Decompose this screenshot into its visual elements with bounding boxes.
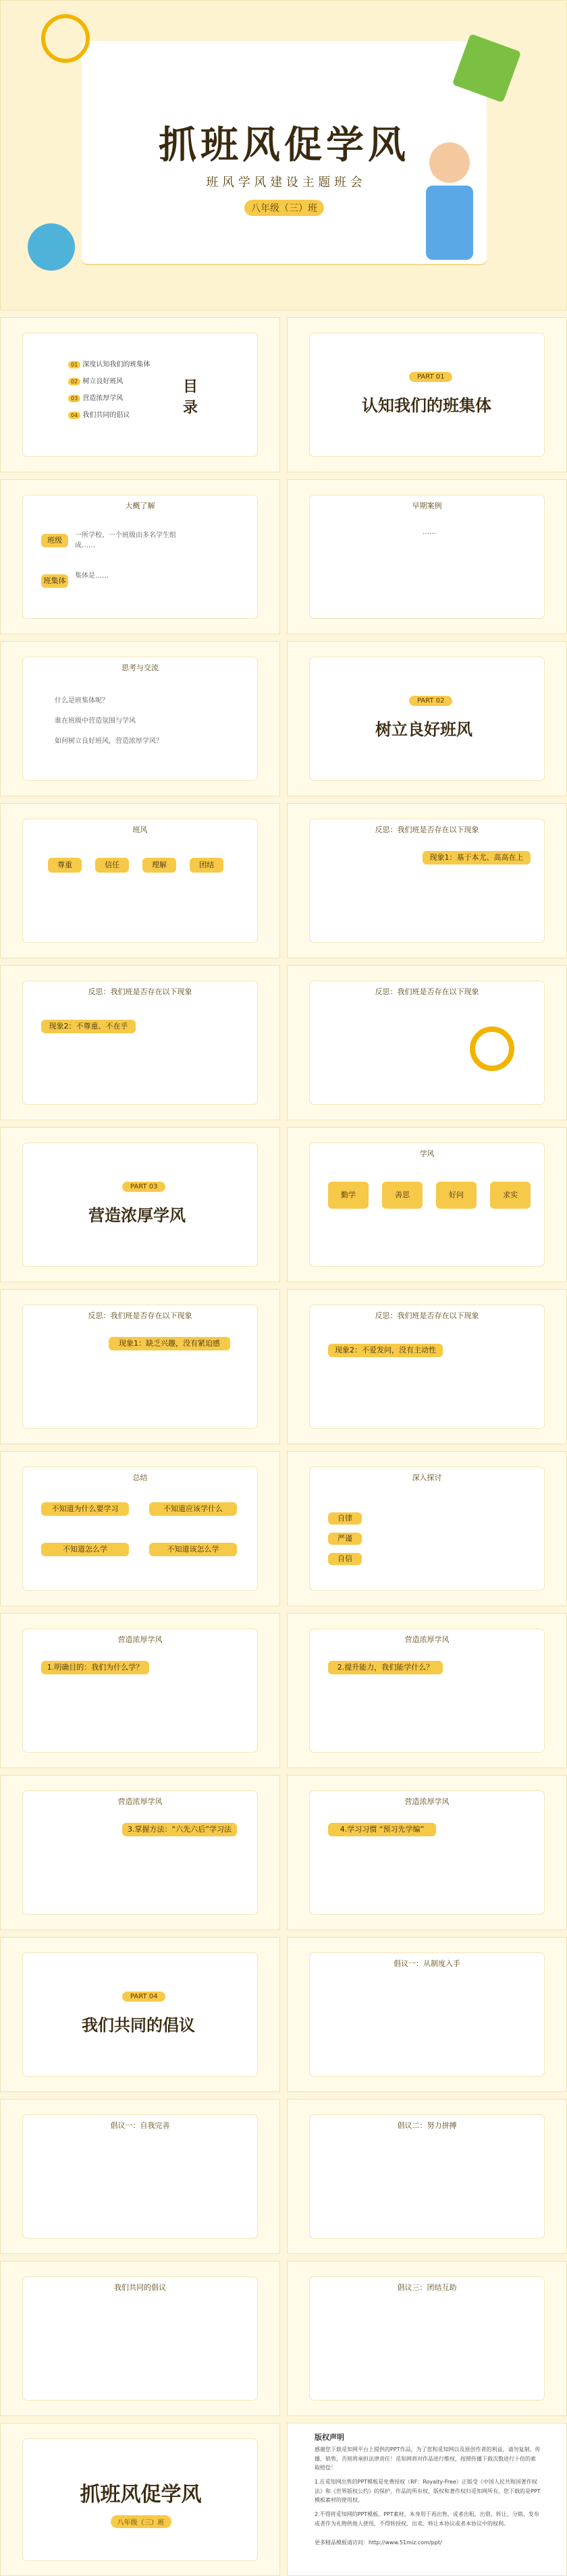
part04-slide: [0, 1937, 280, 2092]
disclaimer-title: 版权声明: [315, 2433, 344, 2442]
part-title: 营造浓厚学风: [88, 1206, 186, 1225]
cover-title: 抓班风促学风: [159, 124, 410, 167]
slide-class-style: 班风 尊重 信任 理解 团结: [0, 803, 280, 958]
slide-discuss-deep: 深入探讨 自律 严谨 自信: [287, 1451, 567, 1606]
globe-icon: [28, 223, 75, 271]
slide-case: 早期案例 ……: [287, 479, 567, 634]
slide-reflect-1: 反思：我们班是否存在以下现象 现象1：基于本尤、高高在上: [287, 803, 567, 958]
slide-reflect-2: 反思：我们班是否存在以下现象 现象2：不尊重、不在乎: [0, 965, 280, 1120]
toc-item[interactable]: 04 我们共同的倡议: [68, 409, 150, 419]
part01-slide: [287, 317, 567, 472]
cover-subtitle: 班 风 学 风 建 设 主 题 班 会: [206, 175, 362, 190]
closing-title: 抓班风促学风: [80, 2483, 202, 2506]
toc-heading: 目录: [183, 379, 198, 416]
slide-method: 营造浓厚学风 3.掌握方法：“六先六后”学习法: [0, 1775, 280, 1930]
slide-proposal-5: 倡议三：团结互助: [287, 2261, 567, 2416]
label-collective: 班集体: [41, 574, 68, 588]
slide-purpose: 营造浓厚学风 1.明确目的：我们为什么学？: [0, 1613, 280, 1768]
slide-study-style: 学风 勤学 善思 好问 求实: [287, 1127, 567, 1282]
slide-proposal-3: 倡议二：努力拼搏: [287, 2099, 567, 2254]
part-badge: PART 02: [409, 696, 452, 706]
part-title: 我们共同的倡议: [82, 2016, 195, 2035]
closing-slide: 抓班风促学风 八年级（三）班: [0, 2423, 280, 2576]
slide-reflect-3: 反思：我们班是否存在以下现象: [287, 965, 567, 1120]
slide-ability: 营造浓厚学风 2.提升能力，我们能学什么？: [287, 1613, 567, 1768]
slide-proposal-2: 倡议一：自我完善: [0, 2099, 280, 2254]
toc-item[interactable]: 02 树立良好班风: [68, 375, 150, 385]
toc-slide: [0, 317, 280, 472]
toc-item[interactable]: 01 深度认知我们的班集体: [68, 358, 150, 368]
slide-proposal-4: 我们共同的倡议: [0, 2261, 280, 2416]
slide-habit: 营造浓厚学风 4.学习习惯 “预习先学编”: [287, 1775, 567, 1930]
cover-slide: [0, 0, 567, 310]
label-class: 班级: [41, 534, 68, 547]
part03-slide: [0, 1127, 280, 1282]
part02-slide: [287, 641, 567, 796]
discuss-item: 谁在班级中营造氛围与学风: [55, 717, 136, 725]
part-badge: PART 01: [409, 372, 452, 382]
discuss-item: 什么是班集体呢？: [55, 697, 109, 705]
part-badge: PART 04: [122, 1992, 165, 2002]
slide-proposal-1: 倡议一：从制度入手: [287, 1937, 567, 2092]
disclaimer-slide: 版权声明 感谢您下载觅知网平台上提供的PPT作品，为了您和觅知网以及原创作者的利益，请勿复制、传播、销售，否则将承担法律责任！觅知网将对作品进行维权，按照传播下载次数进行十倍的索取赔偿！ 1.在觅知网出售的PPT模板是免费授权（RF：Royalty-Free）正版受《中国人民共和国著作权法》和《世界版权公约》的保护，作品的所有权、版权和著作权归觅知网所有，您下载的是PPT模板素材的使用权。 2.不得将觅知网的PPT模板、PPT素材，本身用于再出售，或者出租、出借、转让、分销、发布或者作为礼物供他人使用，不得转授权、出卖、转让本协议或者本协议中的权利。 更多精品模板请访问：http://www.51miz.com/ppt/: [287, 2423, 567, 2576]
slide-discuss: 思考与交流 什么是班集体呢？ 谁在班级中营造氛围与学风 如何树立良好班风，营造浓厚学风？: [0, 641, 280, 796]
magnifier-icon: [41, 14, 90, 63]
part-title: 认知我们的班集体: [362, 396, 491, 415]
part-badge: PART 03: [122, 1182, 165, 1192]
slide-reflect-5: 反思：我们班是否存在以下现象 现象2：不爱发问，没有主动性: [287, 1289, 567, 1444]
discuss-item: 如何树立良好班风，营造浓厚学风？: [55, 738, 163, 745]
toc-item[interactable]: 03 营造浓厚学风: [68, 392, 150, 402]
part-title: 树立良好班风: [375, 720, 473, 739]
cover-class-label: 八年级（三）班: [244, 200, 325, 216]
slide-summary: 总结 不知道为什么要学习 不知道应该学什么 不知道怎么学 不知道该怎么学: [0, 1451, 280, 1606]
slide-reflect-4: 反思：我们班是否存在以下现象 现象1：缺乏兴趣，没有紧迫感: [0, 1289, 280, 1444]
toc-list: [68, 358, 150, 419]
slide-overview: 大概了解 班级 班集体 一所学校、一个班级由多名学生组成…… 集体是……: [0, 479, 280, 634]
magnifier-icon: [470, 1026, 514, 1071]
